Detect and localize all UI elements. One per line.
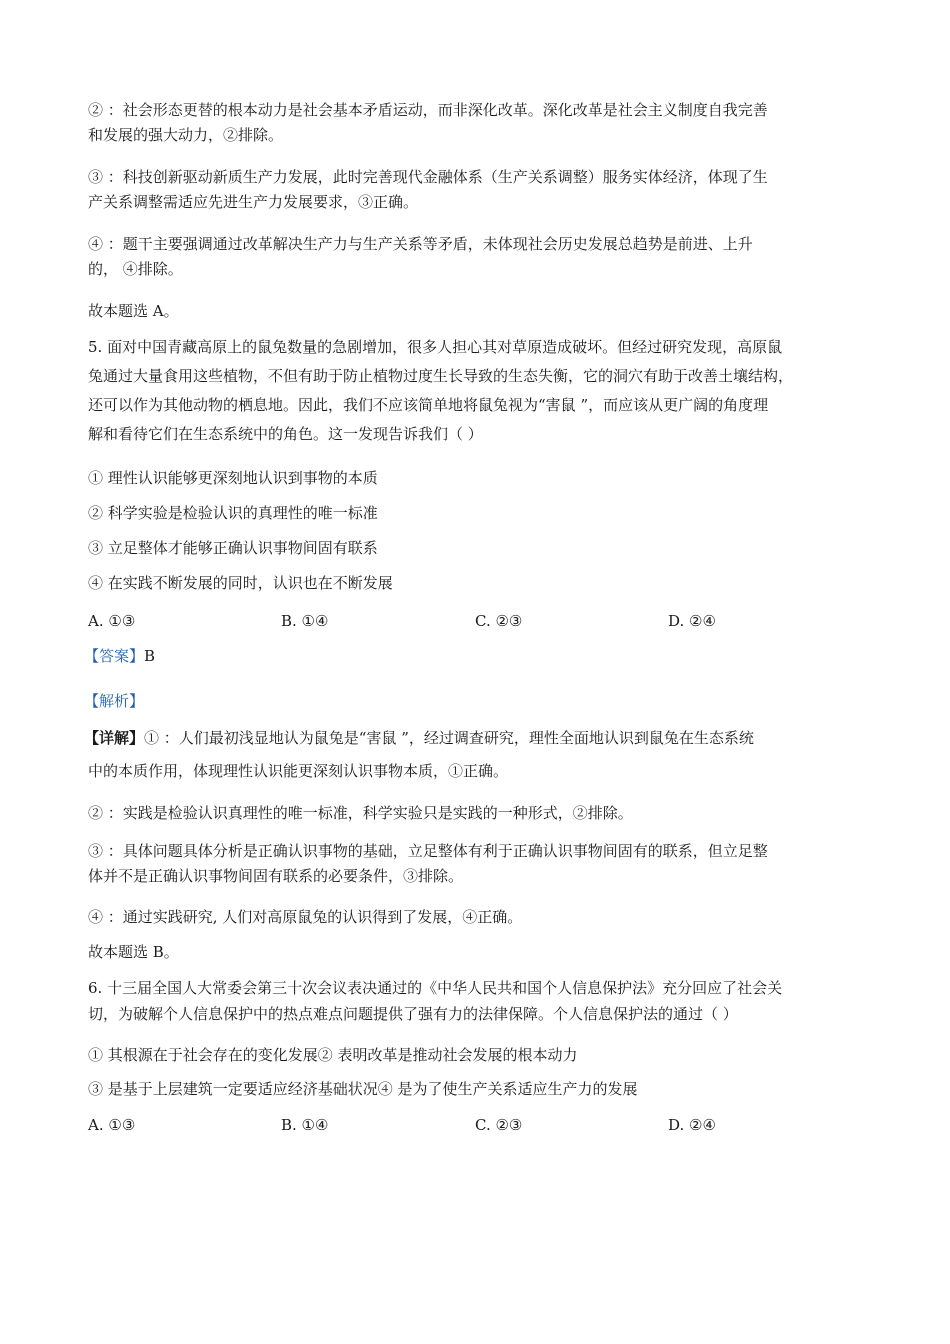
q5-stem-line3: 还可以作为其他动物的栖息地。因此，我们不应该简单地将鼠兔视为“害鼠 ”，而应该从更广阔的角度理 (88, 396, 769, 414)
q6-stem-line1: 6. 十三届全国人大常委会第三十次会议表决通过的《中华人民共和国个人信息保护法》充分回应了社会关 (88, 979, 783, 997)
q5-detail-3-line2: 体并不是正确认识事物间固有联系的必要条件，③排除。 (88, 867, 464, 885)
q5-stem-line1: 5. 面对中国青藏高原上的鼠兔数量的急剧增加，很多人担心其对草原造成破坏。但经过研究发现，高原鼠 (88, 338, 783, 356)
q5-detail-1-line1 (84, 727, 754, 749)
q6-statements-1-2: ① 其根源在于社会存在的变化发展② 表明改革是推动社会发展的根本动力 (88, 1046, 578, 1064)
q5-answer (84, 645, 155, 667)
q6-stem-line2: 切，为破解个人信息保护中的热点难点问题提供了强有力的法律保障。个人信息保护法的通过（ ） (88, 1005, 738, 1023)
q5-option-c: C. ②③ (475, 612, 523, 630)
q5-detail-1-line2: 中的本质作用，体现理性认识能更深刻认识事物本质，①正确。 (88, 762, 509, 780)
detail-label: 【详解】 (84, 729, 145, 747)
q5-statement-2: ② 科学实验是检验认识的真理性的唯一标准 (88, 504, 378, 522)
q5-detail-3-line1: ③ ：具体问题具体分析是正确认识事物的基础，立足整体有利于正确认识事物间固有的联系，但立足整 (88, 842, 768, 860)
q5-detail-4: ④ ：通过实践研究, 人们对高原鼠兔的认识得到了发展，④正确。 (88, 908, 523, 926)
q4-analysis-item2-line2: 和发展的强大动力，②排除。 (88, 126, 284, 144)
q5-stem-line2: 兔通过大量食用这些植物，不但有助于防止植物过度生长导致的生态失衡，它的洞穴有助于改善土壤结构， (88, 367, 794, 385)
answer-value: B (144, 647, 156, 665)
q4-analysis-item3-line1: ③ ：科技创新驱动新质生产力发展，此时完善现代金融体系（生产关系调整）服务实体经济，体现了生 (88, 168, 768, 186)
q6-option-c: C. ②③ (475, 1116, 523, 1134)
q6-option-a: A. ①③ (88, 1116, 136, 1134)
answer-label: 【答案】 (84, 647, 145, 665)
q5-option-a: A. ①③ (88, 612, 136, 630)
q5-statement-4: ④ 在实践不断发展的同时，认识也在不断发展 (88, 574, 393, 592)
q5-option-d: D. ②④ (668, 612, 716, 630)
q5-statement-1: ① 理性认识能够更深刻地认识到事物的本质 (88, 469, 378, 487)
q4-analysis-item4-line2: 的， ④排除。 (88, 260, 183, 278)
q5-stem-line4: 解和看待它们在生态系统中的角色。这一发现告诉我们（ ） (88, 425, 483, 443)
q5-detail-2: ② ：实践是检验认识真理性的唯一标准，科学实验只是实践的一种形式，②排除。 (88, 804, 633, 822)
q4-conclusion: 故本题选 A。 (88, 302, 179, 320)
q6-statements-3-4: ③ 是基于上层建筑一定要适应经济基础状况④ 是为了使生产关系适应生产力的发展 (88, 1080, 638, 1098)
q6-option-d: D. ②④ (668, 1116, 716, 1134)
q4-analysis-item2-line1: ② ：社会形态更替的根本动力是社会基本矛盾运动，而非深化改革。深化改革是社会主义制度自我完善 (88, 101, 768, 119)
q4-analysis-item4-line1: ④ ：题干主要强调通过改革解决生产力与生产关系等矛盾，未体现社会历史发展总趋势是前进、上升 (88, 235, 753, 253)
analysis-label: 【解析】 (84, 692, 145, 710)
q5-conclusion: 故本题选 B。 (88, 943, 179, 961)
q5-statement-3: ③ 立足整体才能够正确认识事物间固有联系 (88, 539, 378, 557)
detail-1-text: ① ：人们最初浅显地认为鼠兔是“害鼠 ”，经过调查研究，理性全面地认识到鼠兔在生态系统 (144, 729, 754, 747)
q4-analysis-item3-line2: 产关系调整需适应先进生产力发展要求，③正确。 (88, 193, 419, 211)
q5-option-b: B. ①④ (281, 612, 329, 630)
q6-option-b: B. ①④ (281, 1116, 329, 1134)
